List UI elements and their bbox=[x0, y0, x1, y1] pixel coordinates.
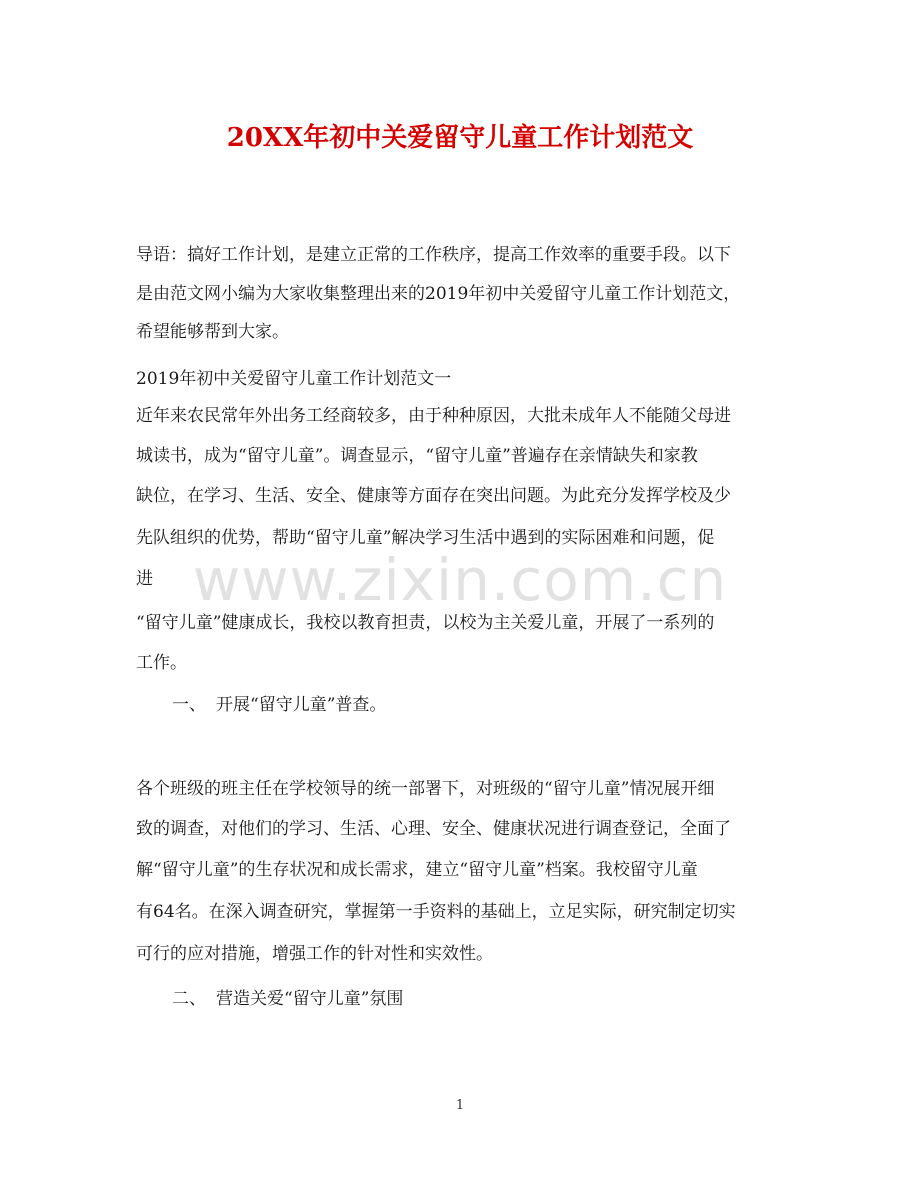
paragraph-line: 有64名。在深入调查研究，掌握第一手资料的基础上，立足实际，研究制定切实 bbox=[136, 902, 736, 922]
heading-text: 营造关爱“留守儿童”氛围 bbox=[216, 989, 404, 1009]
paragraph-line: “留守儿童”健康成长，我校以教育担责，以校为主关爱儿童，开展了一系列的 bbox=[136, 613, 715, 633]
paragraph-line: 解“留守儿童”的生存状况和成长需求，建立“留守儿童”档案。我校留守儿童 bbox=[136, 860, 698, 880]
intro-line: 导语：搞好工作计划，是建立正常的工作秩序，提高工作效率的重要手段。以下 bbox=[136, 245, 731, 265]
heading-number: 一、 bbox=[172, 695, 206, 715]
document-title: 20XX年初中关爱留守儿童工作计划范文 bbox=[226, 123, 694, 153]
intro-line: 希望能够帮到大家。 bbox=[136, 322, 289, 342]
paragraph-line: 致的调查，对他们的学习、生活、心理、安全、健康状况进行调查登记，全面了 bbox=[136, 819, 731, 839]
paragraph-line: 先队组织的优势，帮助“留守儿童”解决学习生活中遇到的实际困难和问题，促 bbox=[136, 528, 715, 548]
section-heading-2 bbox=[172, 981, 403, 1017]
intro-line: 是由范文网小编为大家收集整理出来的2019年初中关爱留守儿童工作计划范文， bbox=[136, 284, 741, 304]
paragraph-line: 缺位，在学习、生活、安全、健康等方面存在突出问题。为此充分发挥学校及少 bbox=[136, 486, 731, 506]
paragraph-line: 进 bbox=[136, 569, 153, 589]
section-subtitle: 2019年初中关爱留守儿童工作计划范文一 bbox=[136, 369, 452, 389]
paragraph-line: 各个班级的班主任在学校领导的统一部署下，对班级的“留守儿童”情况展开细 bbox=[136, 779, 715, 799]
heading-text: 开展“留守儿童”普查。 bbox=[216, 695, 387, 715]
watermark: www.zixin.com.cn bbox=[192, 546, 728, 614]
paragraph-line: 工作。 bbox=[136, 653, 187, 673]
paragraph-line: 可行的应对措施，增强工作的针对性和实效性。 bbox=[136, 944, 493, 964]
paragraph-line: 城读书，成为“留守儿童”。调查显示，“留守儿童”普遍存在亲情缺失和家教 bbox=[136, 446, 698, 466]
paragraph-line: 近年来农民常年外出务工经商较多，由于种种原因，大批未成年人不能随父母进 bbox=[136, 406, 731, 426]
heading-number: 二、 bbox=[172, 989, 206, 1009]
page-number: 1 bbox=[455, 1098, 465, 1113]
section-heading-1 bbox=[172, 687, 386, 723]
